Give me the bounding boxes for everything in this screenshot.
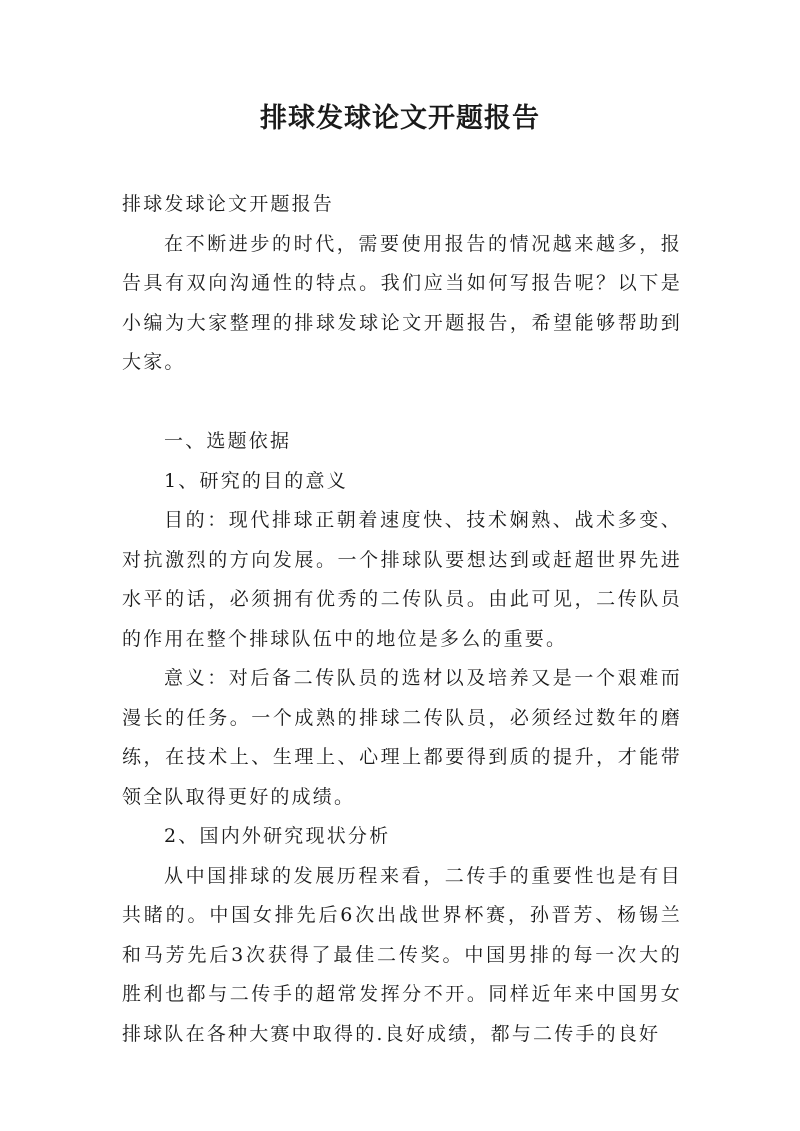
subsection-heading-status: 2、国内外研究现状分析 bbox=[164, 825, 391, 847]
document-body bbox=[122, 185, 682, 1054]
status-analysis-paragraph: 从中国排球的发展历程来看，二传手的重要性也是有目共睹的。中国女排先后6次出战世界杯赛，孙晋芳、杨锡兰和马芳先后3次获得了最佳二传奖。中国男排的每一次大的胜利也都与二传手的超常发挥分不开。同样近年来中国男女排球队在各种大赛中取得的.良好成绩，都与二传手的良好 bbox=[122, 864, 682, 1045]
subsection-heading-purpose: 1、研究的目的意义 bbox=[164, 469, 348, 492]
purpose-paragraph: 目的：现代排球正朝着速度快、技术娴熟、战术多变、对抗激烈的方向发展。一个排球队要想达到或赶超世界先进水平的话，必须拥有优秀的二传队员。由此可见，二传队员的作用在整个排球队伍中的地位是多么的重要。 bbox=[122, 509, 682, 650]
intro-paragraph: 在不断进步的时代，需要使用报告的情况越来越多，报告具有双向沟通性的特点。我们应当如何写报告呢？以下是小编为大家整理的排球发球论文开题报告，希望能够帮助到大家。 bbox=[122, 232, 682, 373]
document-title: 排球发球论文开题报告 bbox=[260, 103, 540, 134]
document-subtitle: 排球发球论文开题报告 bbox=[122, 193, 335, 215]
paragraph-spacer bbox=[122, 383, 682, 423]
significance-paragraph: 意义：对后备二传队员的选材以及培养又是一个艰难而漫长的任务。一个成熟的排球二传队员，必须经过数年的磨练，在技术上、生理上、心理上都要得到质的提升，才能带领全队取得更好的成绩。 bbox=[122, 667, 682, 808]
section-heading-basis: 一、选题依据 bbox=[164, 430, 292, 452]
